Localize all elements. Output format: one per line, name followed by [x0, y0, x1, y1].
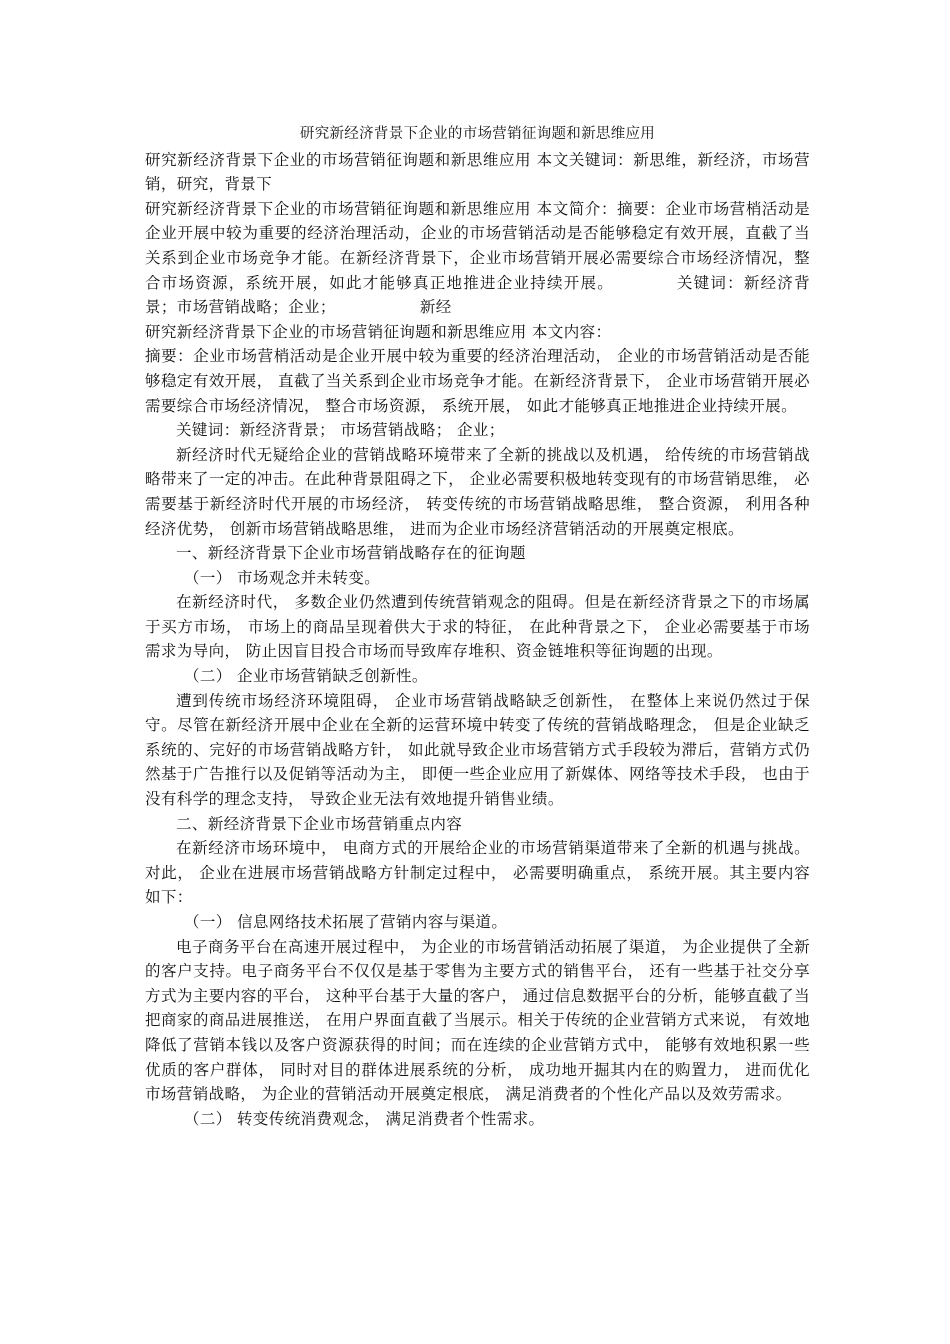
- document-page: [145, 122, 810, 1131]
- section-2-subheading-2: （二） 转变传统消费观念， 满足消费者个性需求。: [184, 1109, 545, 1128]
- section-1-subheading-2: （二） 企业市场营销缺乏创新性。: [184, 667, 428, 686]
- intro-summary-text: 研究新经济背景下企业的市场营销征询题和新思维应用 本文简介：摘要：企业市场营梢活动是企业开展中较为重要的经济治理活动，企业的市场营销活动是否能够稳定有效开展，直截了当关系到企业市场竞争才能。在新经济背景下，企业市场营销开展必需要综合市场经济情况，整合市场资源，系统开展，如此才能够真正地推进企业持续开展。: [145, 199, 810, 292]
- intro-keyword-end: 新经: [419, 298, 452, 317]
- section-2-paragraph-1: 电子商务平台在高速开展过程中， 为企业的市场营销活动拓展了渠道， 为企业提供了全新的客户支持。电子商务平台不仅仅是基于零售为主要方式的销售平台， 还有一些基于社交分享方式为主要内容的平台， 这种平台基于大量的客户， 通过信息数据平台的分析，能够直截了当把商家的商品进展推送， 在用户界面直截了当展示。相关于传统的企业营销方式来说， 有效地降低了营销本钱以及客户资源获得的时间；而在连续的企业营销方式中， 能够有效地积累一些优质的客户群体， 同时对目的群体进展系统的分析， 成功地开掘其内在的购置力， 进而优化市场营销战略， 为企业的营销活动开展奠定根底， 满足消费者的个性化产品以及效劳需求。: [145, 937, 810, 1104]
- section-2-subheading-1: （一） 信息网络技术拓展了营销内容与渠道。: [184, 913, 508, 931]
- section-2-heading: 二、新经济背景下企业市场营销重点内容: [176, 814, 463, 833]
- section-1-paragraph-2: 遭到传统市场经济环境阻碍， 企业市场营销战略缺乏创新性， 在整体上来说仍然过于保守。尽管在新经济开展中企业在全新的运营环境中转变了传统的营销战略理念， 但是企业缺乏系统的、完好的市场营销战略方针， 如此就导致企业市场营销方式手段较为滞后，营销方式仍然基于广告推行以及促销等活动为主， 即便一些企业应用了新媒体、网络等技术手段， 也由于没有科学的理念支持， 导致企业无法有效地提升销售业绩。: [145, 691, 810, 809]
- document-title: 研究新经济背景下企业的市场营销征询题和新思维应用: [299, 126, 656, 142]
- intro-keyword-tail: 关: [676, 273, 694, 292]
- section-1-heading: 一、新经济背景下企业市场营销战略存在的征询题: [176, 544, 526, 563]
- section-2-paragraph-0: 在新经济市场环境中， 电商方式的开展给企业的市场营销渠道带来了全新的机遇与挑战。对此， 企业在进展市场营销战略方针制定过程中， 必需要明确重点， 系统开展。其主要内容如下：: [145, 839, 810, 907]
- content-header: 研究新经济背景下企业的市场营销征询题和新思维应用 本文内容：: [145, 322, 612, 341]
- keywords-paragraph: 关键词：新经济背景； 市场营销战略； 企业；: [176, 421, 505, 440]
- abstract-paragraph: 摘要：企业市场营梢活动是企业开展中较为重要的经济治理活动， 企业的市场营销活动是否能够稳定有效开展， 直截了当关系到企业市场竞争才能。在新经济背景下， 企业市场营销开展必需要综合市场经济情况， 整合市场资源， 系统开展， 如此才能够真正地推进企业持续开展。: [145, 347, 810, 415]
- section-1-paragraph-1: 在新经济时代， 多数企业仍然遭到传统营销观念的阻碍。但是在新经济背景之下的市场属于买方市场， 市场上的商品呈现着供大于求的特征， 在此种背景之下， 企业必需要基于市场需求为导向， 防止因盲目投合市场而导致库存堆积、资金链堆积等征询题的出现。: [145, 593, 810, 661]
- intro-paragraph: 新经济时代无疑给企业的营销战略环境带来了全新的挑战以及机遇， 给传统的市场营销战略带来了一定的冲击。在此种背景阻碍之下， 企业必需要积极地转变现有的市场营销思维， 必需要基于新经济时代开展的市场经济， 转变传统的市场营销战略思维， 整合资源， 利用各种经济优势， 创新市场营销战略思维， 进而为企业市场经济营销活动的开展奠定根底。: [145, 445, 810, 538]
- intro-summary: [145, 197, 810, 320]
- intro-keyword-line: 键词：新经济背景；市场营销战略；企业；: [145, 273, 811, 317]
- section-1-subheading-1: （一） 市场观念并未转变。: [184, 568, 381, 587]
- keywords-header: 研究新经济背景下企业的市场营销征询题和新思维应用 本文关键词：新思维，新经济，市场营销，研究，背景下: [145, 150, 810, 194]
